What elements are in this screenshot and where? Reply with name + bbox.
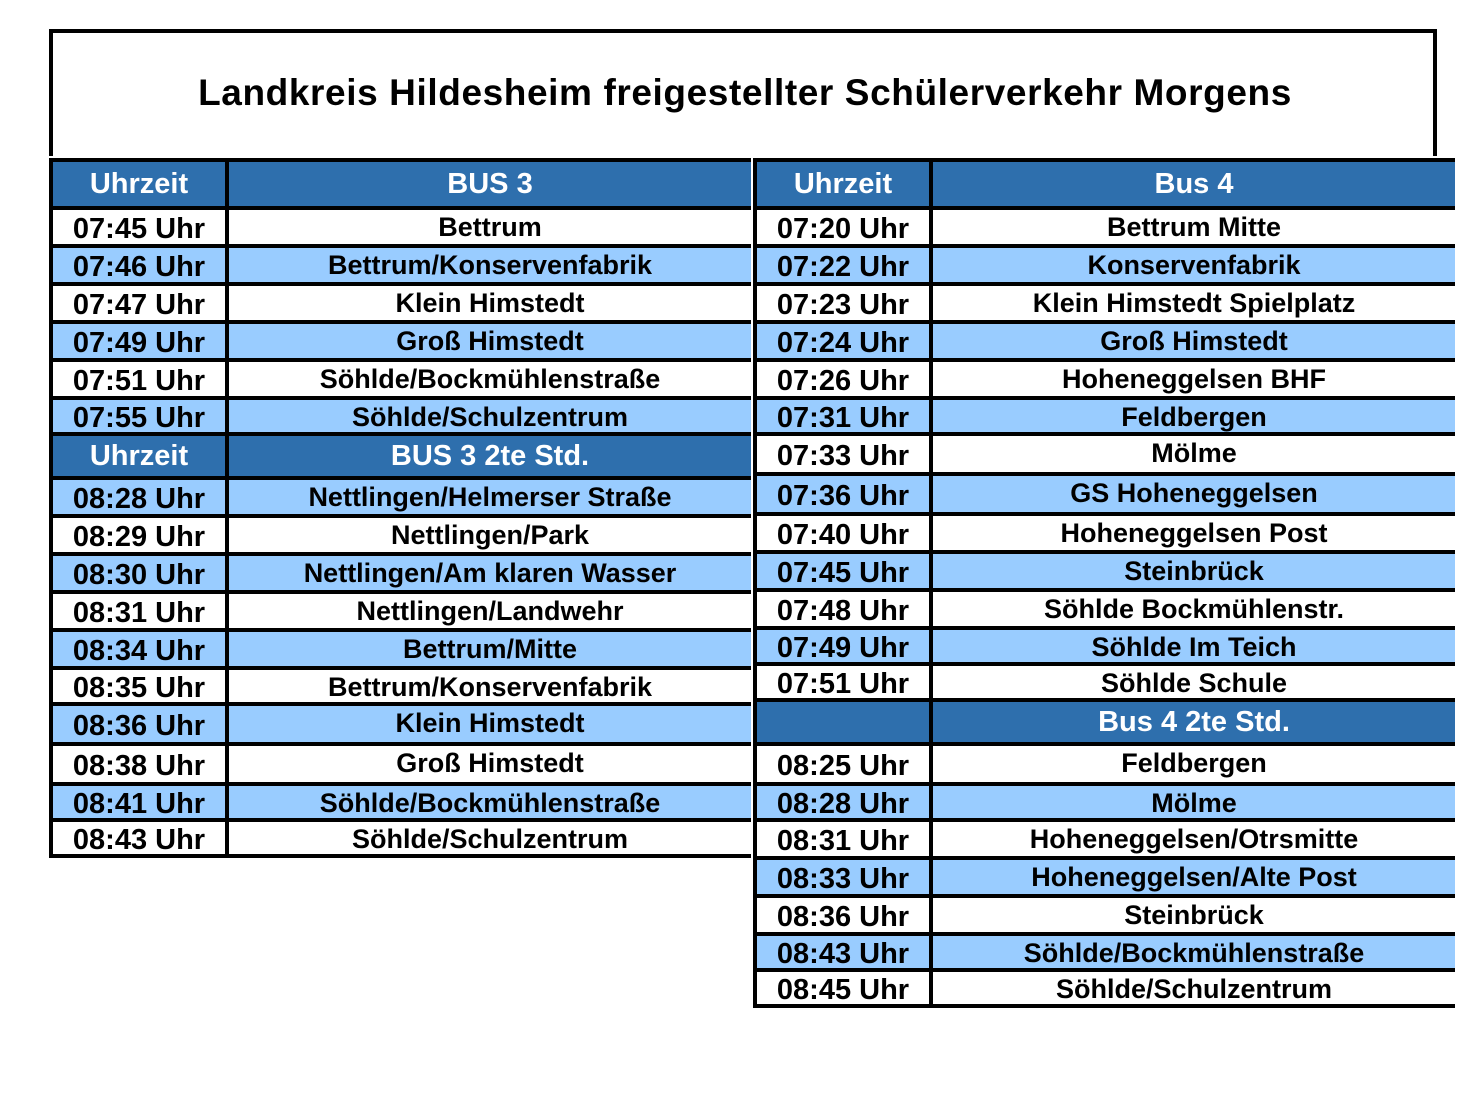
row-stop: Nettlingen/Helmerser Straße <box>229 480 751 514</box>
row-time: 07:49 Uhr <box>53 324 225 358</box>
row-stop: Bettrum/Konservenfabrik <box>229 670 751 702</box>
row-stop: Klein Himstedt <box>229 706 751 742</box>
row-time: 07:48 Uhr <box>757 592 929 626</box>
row-time: 07:22 Uhr <box>757 248 929 282</box>
row-stop: Klein Himstedt <box>229 286 751 320</box>
header-bus-name: BUS 3 2te Std. <box>229 436 751 476</box>
row-stop: Söhlde/Schulzentrum <box>933 972 1455 1004</box>
row-time: 07:51 Uhr <box>757 666 929 698</box>
header-bus-name: Bus 4 <box>933 162 1455 206</box>
row-time: 07:49 Uhr <box>757 630 929 662</box>
row-time: 07:46 Uhr <box>53 248 225 282</box>
header-bus-name: BUS 3 <box>229 162 751 206</box>
row-time: 08:43 Uhr <box>53 822 225 854</box>
row-time: 08:28 Uhr <box>757 786 929 818</box>
row-time: 08:25 Uhr <box>757 746 929 782</box>
row-stop: Mölme <box>933 786 1455 818</box>
row-time: 07:26 Uhr <box>757 362 929 396</box>
row-time: 08:38 Uhr <box>53 746 225 782</box>
row-stop: Feldbergen <box>933 746 1455 782</box>
row-stop: Groß Himstedt <box>229 746 751 782</box>
row-stop: Söhlde Im Teich <box>933 630 1455 662</box>
page-title: Landkreis Hildesheim freigestellter Schülerverkehr Morgens <box>198 72 1292 113</box>
row-stop: Mölme <box>933 436 1455 472</box>
row-time: 08:28 Uhr <box>53 480 225 514</box>
row-time: 08:36 Uhr <box>757 898 929 932</box>
row-time: 07:33 Uhr <box>757 436 929 472</box>
row-stop: Nettlingen/Park <box>229 518 751 552</box>
row-stop: Groß Himstedt <box>229 324 751 358</box>
row-time: 07:45 Uhr <box>53 210 225 244</box>
row-time: 08:31 Uhr <box>757 822 929 856</box>
row-time: 07:20 Uhr <box>757 210 929 244</box>
row-time: 08:35 Uhr <box>53 670 225 702</box>
row-stop: Bettrum Mitte <box>933 210 1455 244</box>
row-time: 08:36 Uhr <box>53 706 225 742</box>
row-stop: Söhlde Schule <box>933 666 1455 698</box>
row-time: 08:33 Uhr <box>757 860 929 894</box>
row-time: 07:23 Uhr <box>757 286 929 320</box>
row-stop: Nettlingen/Landwehr <box>229 594 751 628</box>
bus3-timetable <box>49 158 751 858</box>
row-stop: Hoheneggelsen BHF <box>933 362 1455 396</box>
row-time: 08:45 Uhr <box>757 972 929 1004</box>
header-time: Uhrzeit <box>757 162 929 206</box>
row-stop: Bettrum <box>229 210 751 244</box>
row-stop: Bettrum/Konservenfabrik <box>229 248 751 282</box>
row-stop: Groß Himstedt <box>933 324 1455 358</box>
row-time: 07:24 Uhr <box>757 324 929 358</box>
row-stop: Steinbrück <box>933 898 1455 932</box>
row-stop: Klein Himstedt Spielplatz <box>933 286 1455 320</box>
header-time: Uhrzeit <box>53 162 225 206</box>
row-stop: GS Hoheneggelsen <box>933 476 1455 512</box>
row-time: 08:29 Uhr <box>53 518 225 552</box>
row-stop: Söhlde/Schulzentrum <box>229 822 751 854</box>
row-time: 08:31 Uhr <box>53 594 225 628</box>
header-time <box>757 702 929 742</box>
row-time: 07:36 Uhr <box>757 476 929 512</box>
row-time: 07:47 Uhr <box>53 286 225 320</box>
row-time: 07:51 Uhr <box>53 362 225 396</box>
row-time: 08:41 Uhr <box>53 786 225 818</box>
row-time: 07:31 Uhr <box>757 400 929 432</box>
row-time: 07:45 Uhr <box>757 554 929 588</box>
row-stop: Hoheneggelsen/Alte Post <box>933 860 1455 894</box>
header-time: Uhrzeit <box>53 436 225 476</box>
bus4-timetable <box>753 158 1455 1008</box>
row-time: 08:34 Uhr <box>53 632 225 666</box>
row-stop: Söhlde/Bockmühlenstraße <box>933 936 1455 968</box>
row-time: 08:43 Uhr <box>757 936 929 968</box>
row-stop: Konservenfabrik <box>933 248 1455 282</box>
row-stop: Feldbergen <box>933 400 1455 432</box>
row-stop: Steinbrück <box>933 554 1455 588</box>
row-stop: Söhlde/Bockmühlenstraße <box>229 362 751 396</box>
row-stop: Söhlde Bockmühlenstr. <box>933 592 1455 626</box>
header-bus-name: Bus 4 2te Std. <box>933 702 1455 742</box>
row-time: 08:30 Uhr <box>53 556 225 590</box>
row-stop: Söhlde/Schulzentrum <box>229 400 751 432</box>
row-time: 07:55 Uhr <box>53 400 225 432</box>
row-stop: Hoheneggelsen/Otrsmitte <box>933 822 1455 856</box>
row-stop: Bettrum/Mitte <box>229 632 751 666</box>
row-time: 07:40 Uhr <box>757 516 929 550</box>
row-stop: Söhlde/Bockmühlenstraße <box>229 786 751 818</box>
row-stop: Nettlingen/Am klaren Wasser <box>229 556 751 590</box>
row-stop: Hoheneggelsen Post <box>933 516 1455 550</box>
